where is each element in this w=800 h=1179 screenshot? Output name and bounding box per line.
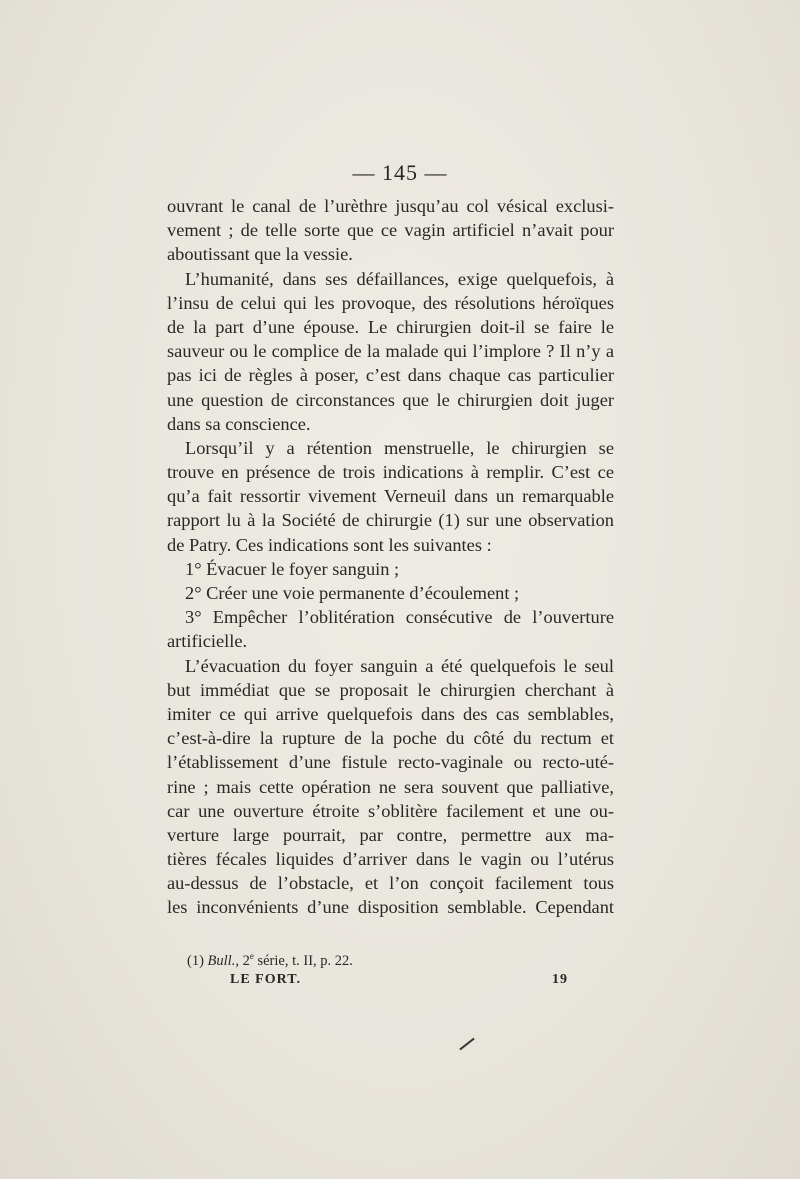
text-line: artificielle. <box>167 631 248 652</box>
text-line: dans sa conscience. <box>167 413 311 434</box>
text-line: les inconvénients d’une disposition semblable. Cependant <box>167 897 614 918</box>
text-line: L’humanité, dans ses défaillances, exige quelquefois, à <box>185 268 614 289</box>
printer-footer <box>230 972 568 988</box>
text-line: qu’a fait ressortir vivement Verneuil dans un remarquable <box>167 486 614 507</box>
body-text <box>167 194 614 920</box>
text-line: 3° Empêcher l’oblitération consécutive de l’ouverture <box>185 607 614 628</box>
text-line: imiter ce qui arrive quelquefois dans des cas semblables, <box>167 703 614 724</box>
text-line: car une ouverture étroite s’oblitère facilement et une ou- <box>167 800 614 821</box>
text-line: tières fécales liquides d’arriver dans le vagin ou l’utérus <box>167 849 614 870</box>
page-number: — 145 — <box>352 160 448 185</box>
text-line: Lorsqu’il y a rétention menstruelle, le chirurgien se <box>185 437 614 458</box>
text-line: rine ; mais cette opération ne sera souvent que palliative, <box>167 776 614 797</box>
footnote-series-number: 2 <box>242 952 250 969</box>
text-line: verture large pourrait, par contre, permettre aux ma- <box>167 824 614 845</box>
text-line: vement ; de telle sorte que ce vagin artificiel n’avait pour <box>167 220 614 241</box>
footer-author: LE FORT. <box>230 972 302 987</box>
footnote-marker: (1) <box>187 952 204 969</box>
text-line: rapport lu à la Société de chirurgie (1) sur une observation <box>167 510 614 531</box>
text-line: ouvrant le canal de l’urèthre jusqu’au col vésical exclusi- <box>167 196 614 216</box>
text-line: aboutissant que la vessie. <box>167 244 353 265</box>
footnote-rest: série, t. II, p. 22. <box>257 952 353 969</box>
footnote-source: Bull., <box>207 952 239 969</box>
text-line: trouve en présence de trois indications à remplir. C’est ce <box>167 462 614 483</box>
text-line: L’évacuation du foyer sanguin a été quelquefois le seul <box>185 655 614 676</box>
footnote <box>187 946 353 971</box>
text-line: but immédiat que se proposait le chirurgien cherchant à <box>167 679 614 700</box>
text-line: une question de circonstances que le chirurgien doit juger <box>167 389 614 410</box>
text-line: l’insu de celui qui les provoque, des résolutions héroïques <box>167 292 614 313</box>
text-line: 2° Créer une voie permanente d’écoulement ; <box>185 583 520 603</box>
text-line: de la part d’une épouse. Le chirurgien doit-il se faire le <box>167 316 614 337</box>
text-line: l’établissement d’une fistule recto-vaginale ou recto-uté- <box>167 752 614 773</box>
footnote-series-sup: e <box>249 951 254 961</box>
text-line: 1° Évacuer le foyer sanguin ; <box>185 558 400 579</box>
text-line: sauveur ou le complice de la malade qui l’implore ? Il n’y a <box>167 341 614 362</box>
text-line: c’est-à-dire la rupture de la poche du côté du rectum et <box>167 728 614 749</box>
text-line: de Patry. Ces indications sont les suivantes : <box>167 534 492 555</box>
pencil-mark <box>459 1038 474 1051</box>
text-line: au-dessus de l’obstacle, et l’on conçoit facilement tous <box>167 873 614 894</box>
footer-signature: 19 <box>552 972 568 987</box>
text-line: pas ici de règles à poser, c’est dans chaque cas particulier <box>167 365 614 386</box>
